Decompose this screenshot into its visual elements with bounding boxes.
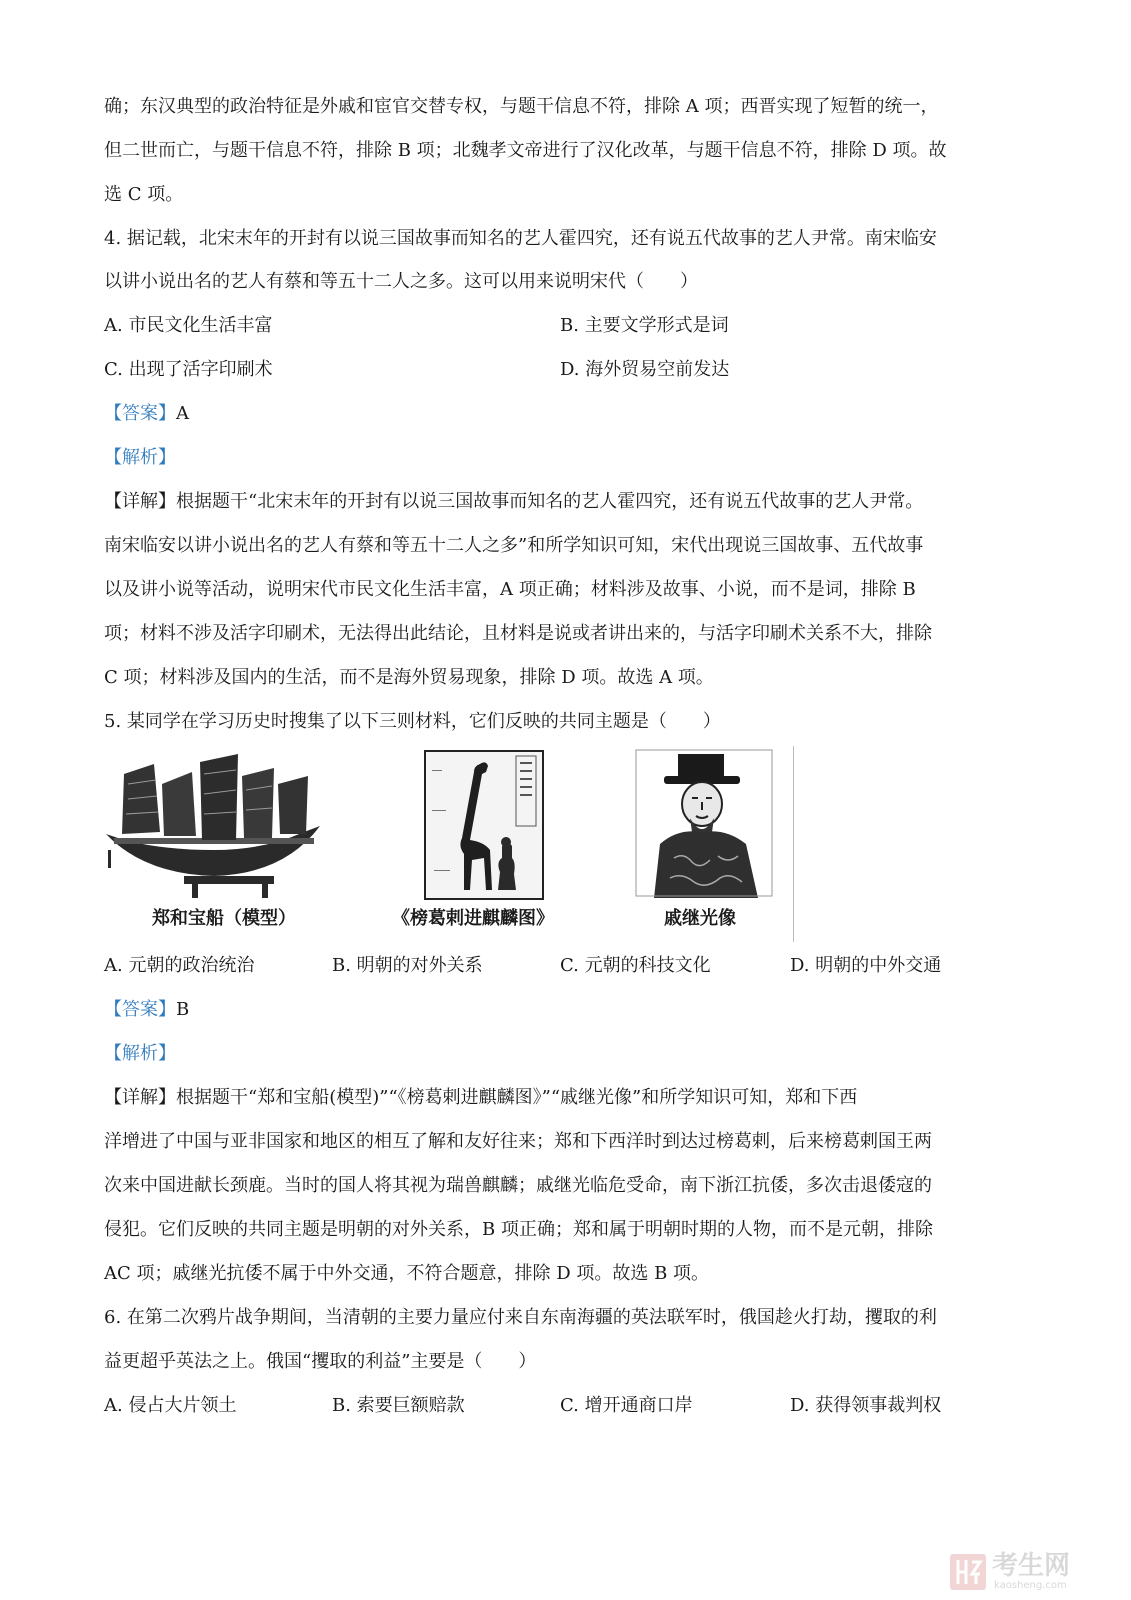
q6-option-a: A. 侵占大片领土	[104, 1395, 237, 1416]
caption-portrait: 戚继光像	[664, 908, 736, 929]
answer-value: B	[176, 999, 190, 1020]
caption-giraffe: 《榜葛剌进麒麟图》	[392, 908, 554, 929]
watermark-url: kaosheng.com	[994, 1580, 1067, 1591]
giraffe-painting-image	[424, 750, 544, 900]
q4-option-d: D. 海外贸易空前发达	[560, 359, 730, 380]
q5-detail-line-5: AC 项；戚继光抗倭不属于中外交通，不符合题意，排除 D 项。故选 B 项。	[104, 1263, 710, 1284]
q4-detail-line-4: 项；材料不涉及活字印刷术，无法得出此结论，且材料是说或者讲出来的，与活字印刷术关系不大，排除	[104, 623, 932, 644]
q3-analysis-line-2: 但二世而亡，与题干信息不符，排除 B 项；北魏孝文帝进行了汉化改革，与题干信息不符，排除 D 项。故	[104, 140, 947, 161]
q5-option-c: C. 元朝的科技文化	[560, 955, 711, 976]
q5-detail-line-4: 侵犯。它们反映的共同主题是明朝的对外关系，B 项正确；郑和属于明朝时期的人物，而不是元朝，排除	[104, 1219, 933, 1240]
q3-analysis-line-1: 确；东汉典型的政治特征是外戚和宦官交替专权，与题干信息不符，排除 A 项；西晋实现了短暂的统一，	[104, 96, 939, 117]
q6-option-b: B. 索要巨额赔款	[332, 1395, 465, 1416]
answer-value: A	[176, 403, 189, 424]
q4-detail-line-3: 以及讲小说等活动，说明宋代市民文化生活丰富，A 项正确；材料涉及故事、小说，而不是词，排除 B	[104, 579, 916, 600]
q4-option-c: C. 出现了活字印刷术	[104, 359, 273, 380]
q3-analysis-line-3: 选 C 项。	[104, 184, 184, 205]
q5-stem: 5. 某同学在学习历史时搜集了以下三则材料，它们反映的共同主题是（ ）	[104, 711, 721, 732]
q6-stem-line-1: 6. 在第二次鸦片战争期间，当清朝的主要力量应付来自东南海疆的英法联军时，俄国趁火打劫，攫取的利	[104, 1307, 937, 1328]
q4-option-a: A. 市民文化生活丰富	[104, 315, 273, 336]
watermark-logo-icon	[948, 1552, 988, 1592]
q4-option-b: B. 主要文学形式是词	[560, 315, 729, 336]
q5-answer	[104, 998, 189, 1022]
figure-divider	[793, 746, 794, 942]
q4-stem-line-2: 以讲小说出名的艺人有蔡和等五十二人之多。这可以用来说明宋代（ ）	[104, 271, 698, 292]
answer-tag: 【答案】	[104, 999, 176, 1020]
q5-detail-line-1: 【详解】根据题干“郑和宝船(模型)”“《榜葛剌进麒麟图》”“戚继光像”和所学知识可知，郑和下西	[104, 1087, 858, 1108]
q4-detail-line-2: 南宋临安以讲小说出名的艺人有蔡和等五十二人之多”和所学知识可知，宋代出现说三国故事、五代故事	[104, 535, 924, 556]
q4-detail-line-5: C 项；材料涉及国内的生活，而不是海外贸易现象，排除 D 项。故选 A 项。	[104, 667, 714, 688]
q5-option-d: D. 明朝的中外交通	[790, 955, 942, 976]
q6-option-d: D. 获得领事裁判权	[790, 1395, 942, 1416]
answer-tag: 【答案】	[104, 403, 176, 424]
zheng-he-ship-image	[104, 754, 324, 904]
q4-stem-line-1: 4. 据记载，北宋末年的开封有以说三国故事而知名的艺人霍四究，还有说五代故事的艺人尹常。南宋临安	[104, 228, 937, 249]
q5-analysis-tag: 【解析】	[104, 1043, 176, 1064]
q4-answer	[104, 402, 189, 426]
q6-stem-line-2: 益更超乎英法之上。俄国“攫取的利益”主要是（ ）	[104, 1351, 537, 1372]
q6-option-c: C. 增开通商口岸	[560, 1395, 693, 1416]
kaosheng-watermark	[948, 1552, 1118, 1592]
q4-analysis-tag: 【解析】	[104, 447, 176, 468]
q5-detail-line-2: 洋增进了中国与亚非国家和地区的相互了解和友好往来；郑和下西洋时到达过榜葛剌，后来榜葛剌国王两	[104, 1131, 932, 1152]
q5-option-b: B. 明朝的对外关系	[332, 955, 483, 976]
qi-jiguang-portrait-image	[634, 748, 774, 898]
watermark-name: 考生网	[992, 1551, 1071, 1581]
q5-option-a: A. 元朝的政治统治	[104, 955, 255, 976]
caption-ship: 郑和宝船（模型）	[152, 908, 296, 929]
q5-detail-line-3: 次来中国进献长颈鹿。当时的国人将其视为瑞兽麒麟；戚继光临危受命，南下浙江抗倭，多次击退倭寇的	[104, 1175, 932, 1196]
q4-detail-line-1: 【详解】根据题干“北宋末年的开封有以说三国故事而知名的艺人霍四究，还有说五代故事的艺人尹常。	[104, 491, 924, 512]
